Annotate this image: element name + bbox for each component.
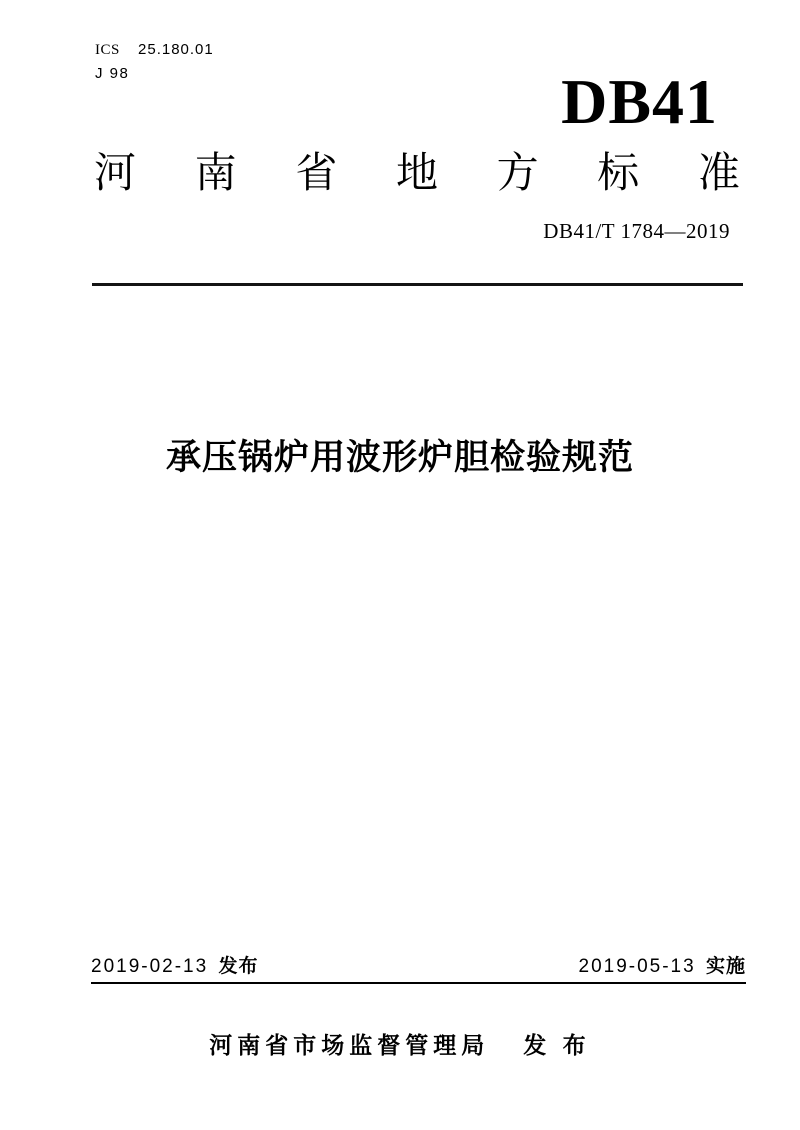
standard-name-char: 河 bbox=[94, 149, 137, 196]
publish-label: 发 布 bbox=[523, 1032, 591, 1058]
implementation-date: 2019-05-13 bbox=[578, 956, 696, 977]
ics-label: ICS bbox=[95, 42, 120, 58]
standard-logo: DB41 bbox=[561, 66, 718, 137]
standard-name bbox=[94, 150, 740, 196]
standard-name-char: 标 bbox=[597, 149, 640, 196]
issue-date-group bbox=[91, 951, 259, 978]
standard-name-char: 省 bbox=[295, 149, 338, 196]
ics-block bbox=[95, 38, 214, 85]
date-row bbox=[91, 951, 746, 984]
ics-line bbox=[95, 38, 214, 62]
implementation-date-group bbox=[579, 951, 747, 978]
standard-name-char: 地 bbox=[395, 149, 438, 196]
ics-code: 25.180.01 bbox=[138, 41, 214, 58]
classification-code: J 98 bbox=[95, 65, 130, 82]
issue-label: 发布 bbox=[218, 956, 259, 977]
document-title: 承压锅炉用波形炉胆检验规范 bbox=[165, 438, 634, 477]
implementation-label: 实施 bbox=[705, 956, 746, 977]
standard-name-char: 方 bbox=[496, 149, 539, 196]
header-rule bbox=[92, 283, 743, 286]
standard-name-char: 准 bbox=[697, 149, 740, 196]
publisher-row bbox=[0, 1027, 800, 1060]
issue-date: 2019-02-13 bbox=[91, 956, 209, 977]
publisher-name: 河南省市场监督管理局 bbox=[209, 1032, 490, 1058]
standard-name-char: 南 bbox=[194, 149, 237, 196]
standard-number: DB41/T 1784—2019 bbox=[543, 219, 730, 243]
